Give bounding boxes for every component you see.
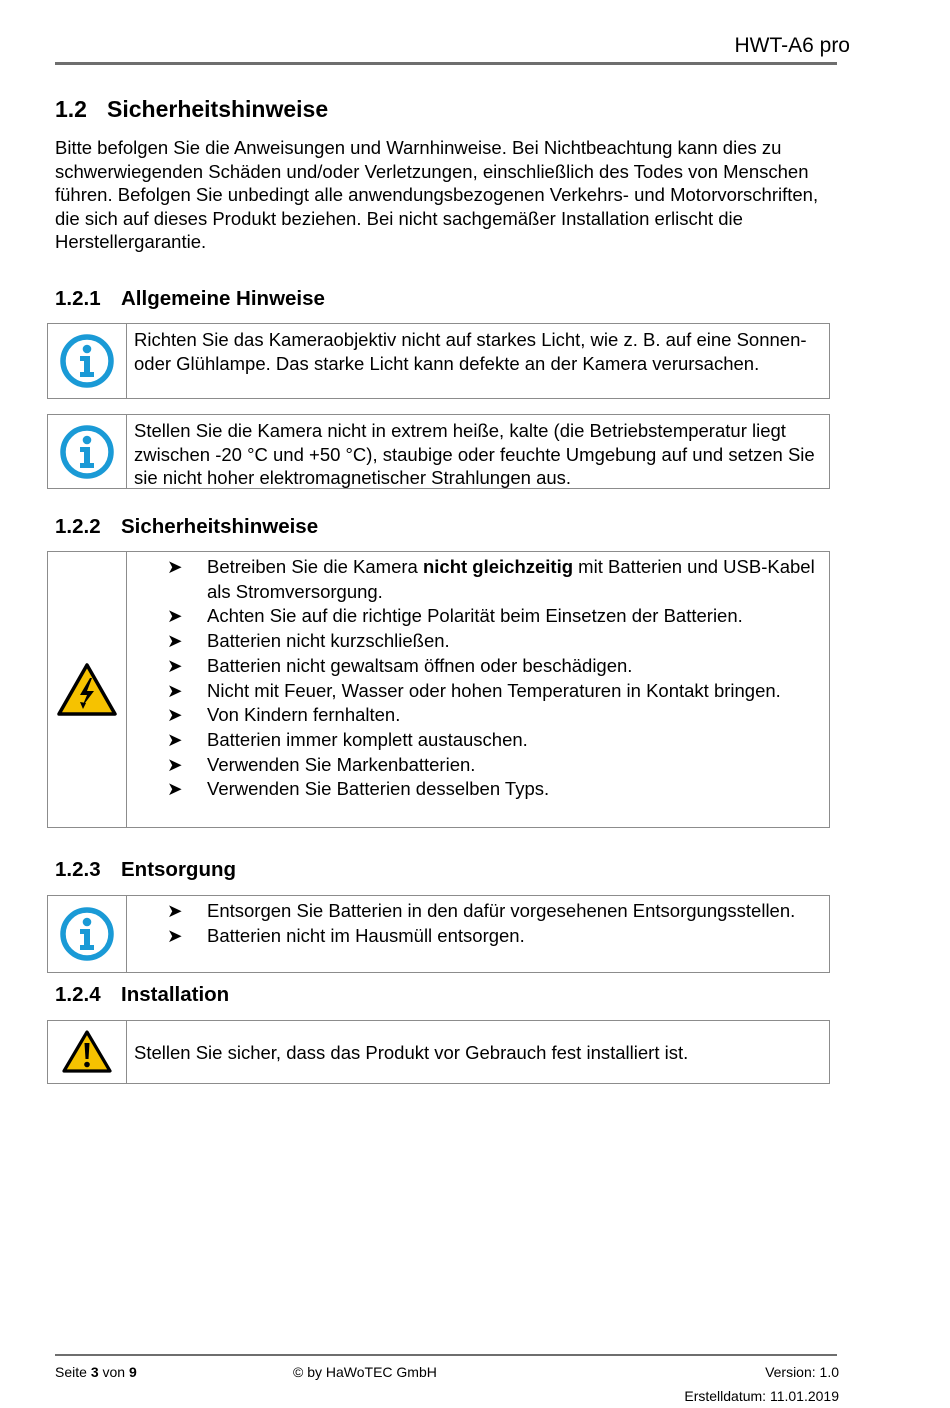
list-item-text: Batterien nicht kurzschließen. bbox=[207, 630, 450, 652]
installation-number: 1.2.4 bbox=[55, 983, 101, 1006]
list-item-text: Nicht mit Feuer, Wasser oder hohen Temperaturen in Kontakt bringen. bbox=[207, 679, 781, 701]
disposal-list bbox=[134, 899, 795, 948]
arrow-bullet-icon: ➤ bbox=[167, 654, 183, 676]
page-prefix: Seite bbox=[55, 1364, 91, 1380]
list-item bbox=[167, 679, 821, 704]
page-current: 3 bbox=[90, 1364, 99, 1380]
page-indicator bbox=[55, 1364, 137, 1380]
general-number: 1.2.1 bbox=[55, 287, 101, 310]
disposal-text bbox=[127, 896, 803, 972]
list-item bbox=[167, 654, 821, 679]
list-item-text: Von Kindern fernhalten. bbox=[207, 704, 401, 726]
list-item-text: Batterien immer komplett austauschen. bbox=[207, 728, 528, 750]
list-item-text: Batterien nicht im Hausmüll entsorgen. bbox=[207, 924, 525, 946]
list-item-text: Entsorgen Sie Batterien in den dafür vorgesehenen Entsorgungsstellen. bbox=[207, 900, 796, 921]
safety-list bbox=[134, 555, 821, 802]
list-item bbox=[167, 629, 821, 654]
arrow-bullet-icon: ➤ bbox=[167, 778, 183, 800]
installation-icon-cell bbox=[48, 1021, 127, 1083]
high-voltage-warning-icon bbox=[56, 662, 118, 718]
disposal-title: Entsorgung bbox=[121, 858, 237, 881]
list-item-text: Achten Sie auf die richtige Polarität beim Einsetzen der Batterien. bbox=[207, 605, 743, 627]
arrow-bullet-icon: ➤ bbox=[167, 728, 183, 750]
general-note-2 bbox=[47, 414, 830, 489]
list-item bbox=[167, 703, 821, 728]
section-intro: Bitte befolgen Sie die Anweisungen und Warnhinweise. Bei Nichtbeachtung kann dies zu schwerwiegenden Schäden und/oder Verletzungen, einschließlich des Todes von Menschen führen. Befolgen Sie unbedingt alle anwendungsbezogenen Verkehrs- und Motorvorschriften, die sich auf dieses Produkt beziehen. Bei nicht sachgemäßer Installation erlischt die Herstellergarantie. bbox=[55, 137, 819, 252]
info-icon bbox=[59, 333, 115, 389]
installation-text: Stellen Sie sicher, dass das Produkt vor Gebrauch fest installiert ist. bbox=[134, 1041, 689, 1063]
list-item bbox=[167, 924, 795, 949]
page-mid: von bbox=[98, 1364, 129, 1380]
installation-heading bbox=[55, 983, 229, 1007]
arrow-bullet-icon: ➤ bbox=[167, 753, 183, 775]
copyright: © by HaWoTEC GmbH bbox=[293, 1364, 437, 1380]
general-note-1 bbox=[47, 323, 830, 399]
arrow-bullet-icon: ➤ bbox=[167, 900, 183, 921]
version: Version: 1.0 bbox=[765, 1364, 839, 1380]
info-icon bbox=[59, 424, 115, 480]
section-title: Sicherheitshinweise bbox=[107, 96, 329, 122]
list-item bbox=[167, 728, 821, 753]
installation-box bbox=[47, 1020, 830, 1084]
section-number: 1.2 bbox=[55, 96, 87, 122]
safety-item-bold: nicht gleichzeitig bbox=[422, 556, 574, 577]
page-total: 9 bbox=[128, 1364, 137, 1380]
safety-title: Sicherheitshinweise bbox=[121, 515, 319, 538]
safety-box bbox=[47, 551, 830, 828]
disposal-box bbox=[47, 895, 830, 973]
safety-heading bbox=[55, 515, 318, 539]
safety-number: 1.2.2 bbox=[55, 515, 101, 538]
general-title: Allgemeine Hinweise bbox=[121, 287, 325, 310]
general-note-1-icon-cell bbox=[48, 324, 127, 398]
info-icon bbox=[59, 906, 115, 962]
safety-text bbox=[127, 552, 829, 827]
disposal-icon-cell bbox=[48, 896, 127, 972]
disposal-heading bbox=[55, 858, 236, 882]
general-heading bbox=[55, 287, 325, 311]
caution-warning-icon bbox=[61, 1029, 113, 1075]
arrow-bullet-icon: ➤ bbox=[167, 924, 183, 946]
footer-rule bbox=[55, 1354, 837, 1356]
list-item-text: Verwenden Sie Markenbatterien. bbox=[207, 753, 476, 775]
list-item bbox=[167, 777, 821, 802]
arrow-bullet-icon: ➤ bbox=[167, 556, 183, 577]
arrow-bullet-icon: ➤ bbox=[167, 679, 183, 701]
list-item bbox=[167, 555, 821, 604]
list-item-text: Batterien nicht gewaltsam öffnen oder beschädigen. bbox=[207, 654, 633, 676]
arrow-bullet-icon: ➤ bbox=[167, 605, 183, 627]
arrow-bullet-icon: ➤ bbox=[167, 630, 183, 652]
general-note-2-text: Stellen Sie die Kamera nicht in extrem heiße, kalte (die Betriebstemperatur liegt zwischen -20 °C und +50 °C), staubige oder feuchte Umgebung auf und setzen Sie sie nicht hoher elektromagnetischer Strahlungen aus. bbox=[134, 420, 815, 488]
general-note-2-icon-cell bbox=[48, 415, 127, 488]
safety-icon-cell bbox=[48, 552, 127, 827]
disposal-number: 1.2.3 bbox=[55, 858, 101, 881]
general-note-1-text: Richten Sie das Kameraobjektiv nicht auf starkes Licht, wie z. B. auf eine Sonnen- oder Glühlampe. Das starke Licht kann defekte an der Kamera verursachen. bbox=[134, 329, 807, 374]
safety-item-after: mit Batterien und USB-Kabel als Stromversorgung. bbox=[207, 556, 815, 602]
list-item bbox=[167, 899, 795, 924]
header-rule bbox=[55, 62, 837, 65]
created-date: Erstelldatum: 11.01.2019 bbox=[684, 1388, 839, 1404]
list-item-text: Verwenden Sie Batterien desselben Typs. bbox=[207, 778, 550, 800]
installation-title: Installation bbox=[121, 983, 230, 1006]
document-title: HWT-A6 pro bbox=[734, 34, 850, 57]
arrow-bullet-icon: ➤ bbox=[167, 704, 183, 726]
section-heading bbox=[55, 96, 328, 123]
list-item bbox=[167, 753, 821, 778]
safety-item-before: Betreiben Sie die Kamera bbox=[207, 556, 423, 577]
list-item bbox=[167, 604, 821, 629]
